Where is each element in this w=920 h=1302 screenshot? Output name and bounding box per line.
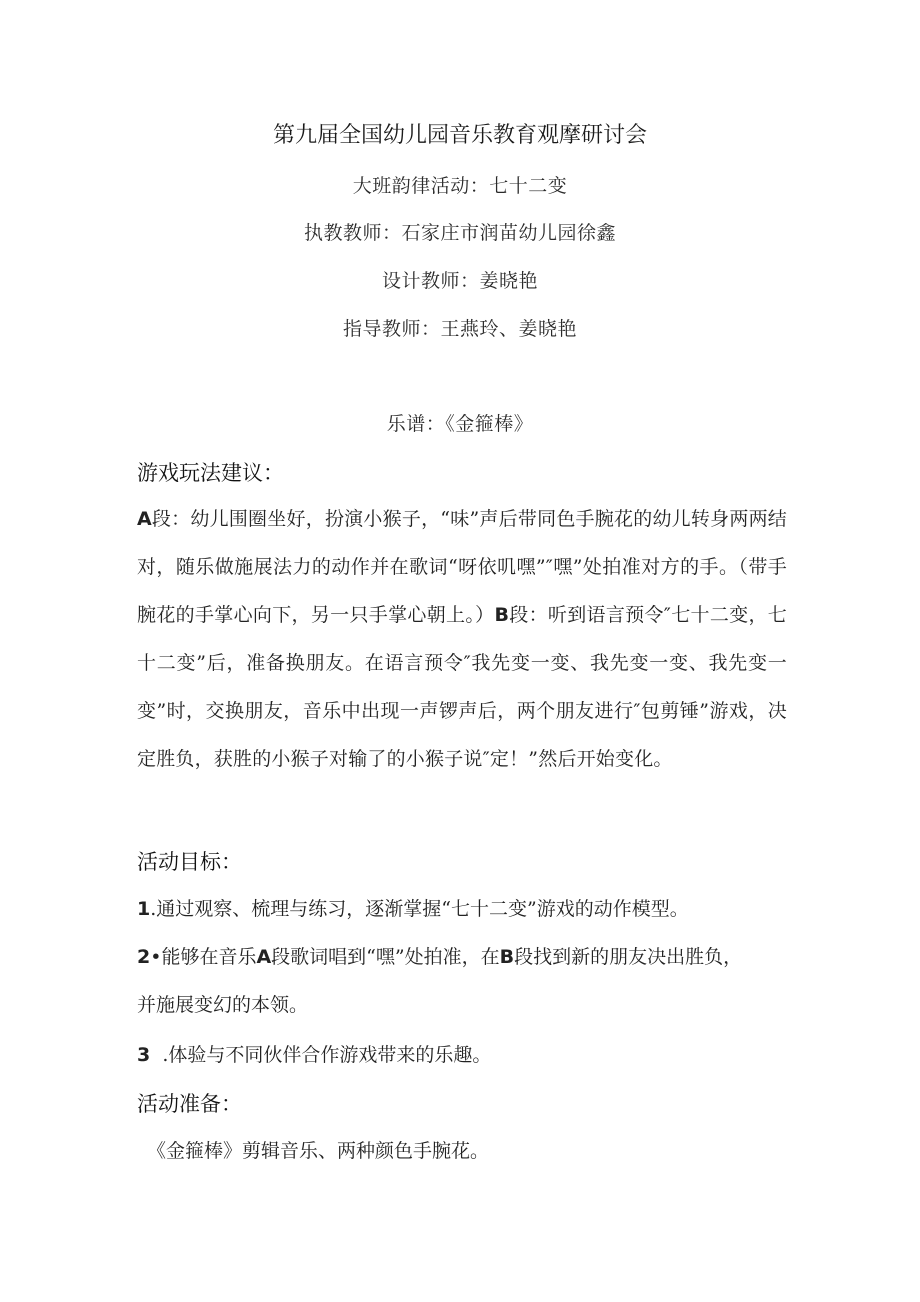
goal-1-number: 1: [137, 898, 151, 920]
goal-3-number: 3: [137, 1044, 151, 1066]
goal-item-2-continued: 并施展变幻的本领。: [137, 994, 309, 1016]
section-a-label: A: [137, 508, 152, 530]
goal-item-3: [137, 1040, 797, 1067]
goal-item-1: [137, 894, 797, 921]
rules-heading: 游戏玩法建议：: [137, 461, 284, 485]
page-title: 第九届全国幼儿园音乐教育观摩研讨会: [272, 123, 647, 148]
goal-2-text-mid: 段歌词唱到“嘿”处拍准，在: [271, 946, 500, 968]
rules-paragraph: [137, 495, 787, 835]
goal-item-2: [137, 942, 797, 969]
section-a-text: 段：幼儿围圈坐好，扮演小猴子，“味”声后带同色手腕花的幼儿转身两两结对，随乐做施展法力的动作并在歌词“呀依叽嘿”″嘿”处拍准对方的手。（带手腕花的手掌心向下，另一只手掌心朝上。）: [137, 508, 787, 626]
section-b-text: 段：听到语言预令″七十二变，七十二变”后，准备换朋友。在语言预令″我先变一变、我先变一变、我先变一变”时，交换朋友，音乐中出现一声锣声后，两个朋友进行″包剪锤”游戏，决定胜负，获胜的小猴子对输了的小猴子说″定！”然后开始变化。: [137, 604, 787, 770]
advisor-line: 指导教师：王燕玲、姜晓艳: [342, 318, 577, 340]
goal-2-text-start: •能够在音乐: [150, 946, 257, 968]
teacher-line: 执教教师：石家庄市润苗幼儿园徐鑫: [303, 222, 616, 244]
section-b-label: B: [494, 604, 510, 626]
goal-1-text: .通过观察、梳理与练习，逐渐掌握“七十二变”游戏的动作模型。: [150, 898, 689, 920]
score-line: 乐谱：《金箍棒》: [386, 413, 534, 435]
prep-text: 《金箍棒》剪辑音乐、两种颜色手腕花。: [147, 1140, 490, 1162]
goals-heading: 活动目标：: [137, 850, 242, 874]
designer-line: 设计教师：姜晓艳: [381, 270, 538, 292]
goal-3-text: .体验与不同伙伴合作游戏带来的乐趣。: [162, 1044, 492, 1066]
goal-2-text-end: 段找到新的朋友决出胜负，: [514, 946, 743, 968]
goal-2-section-a: A: [256, 946, 272, 968]
activity-line: 大班韵律活动：七十二变: [352, 175, 568, 197]
goal-2-number: 2: [137, 946, 151, 968]
prep-heading: 活动准备：: [137, 1092, 242, 1116]
goal-2-section-b: B: [499, 946, 515, 968]
